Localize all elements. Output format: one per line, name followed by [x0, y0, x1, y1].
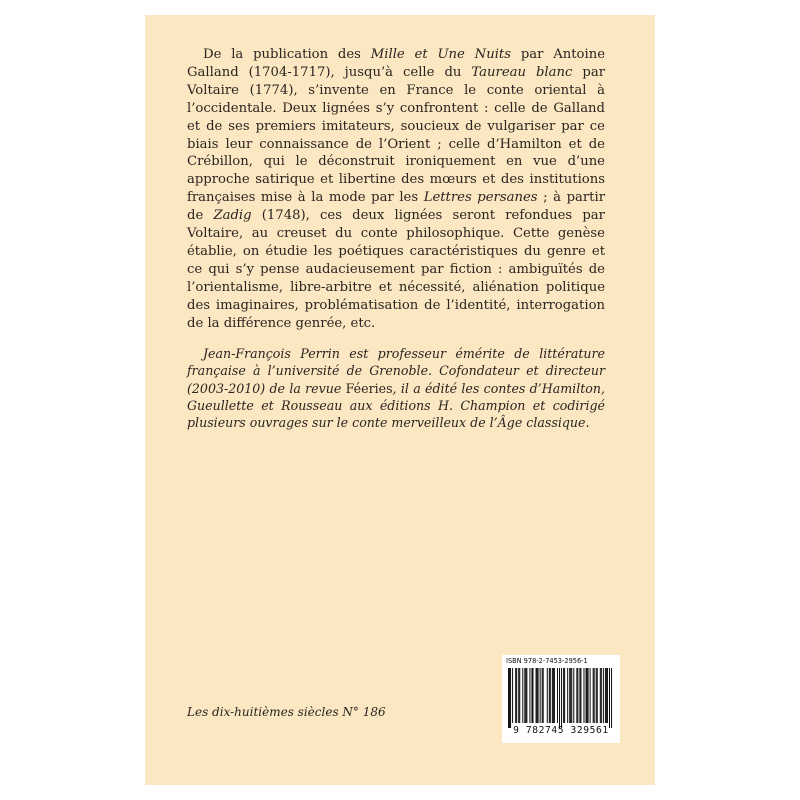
isbn-barcode	[502, 655, 620, 743]
barcode-bar	[597, 668, 598, 723]
blurb-segment: par Voltaire (1774), s’invente en France le conte oriental à l’occidentale. Deux lignées s’y confrontent : celle de Galland et de ses premiers imitateurs, soucieux de vulgariser par ce biais leur connaissance de l’Orient ; celle d’Hamilton et de Crébillon, qui le déconstruit ironiquement en vue d’une approche satirique et libertine des mœurs et des institutions françaises mise à la mode par les	[187, 64, 605, 206]
barcode-bar	[563, 668, 564, 723]
barcode-bar	[519, 668, 520, 723]
barcode-bar	[611, 668, 612, 728]
barcode-bar	[580, 668, 581, 723]
barcode-bar	[526, 668, 527, 723]
barcode-bar	[590, 668, 591, 723]
barcode-bar	[571, 668, 572, 723]
barcode-bar	[594, 668, 595, 723]
barcode-bar	[529, 668, 530, 723]
barcode-bar	[553, 668, 554, 723]
barcode-bar	[538, 668, 539, 723]
barcode-bar	[508, 668, 509, 728]
barcode-bar	[596, 668, 597, 723]
author-bio-segment: Jean-François Perrin est professeur émérite de littérature française à l’université de Grenoble. Cofondateur et directeur (2003-2010) de la revue	[187, 346, 605, 396]
barcode-bar	[576, 668, 577, 723]
blurb-segment: par Antoine Galland (1704-1717), jusqu’à celle du	[187, 47, 606, 80]
barcode-bar	[567, 668, 568, 723]
barcode-bar	[550, 668, 551, 723]
barcode-bar	[515, 668, 516, 723]
barcode-bar	[600, 668, 601, 723]
barcode-bar	[554, 668, 555, 723]
isbn-number: ISBN 978-2-7453-2956-1	[506, 657, 588, 665]
ean-digits: 9 782745 329561	[513, 725, 609, 736]
barcode-bar	[603, 668, 604, 723]
journal-title-feeries: Féeries	[345, 380, 393, 396]
barcode-bar	[573, 668, 574, 723]
barcode-bar	[583, 668, 584, 723]
barcode-bar	[607, 668, 608, 723]
book-back-cover	[145, 15, 655, 785]
author-bio-segment: , il a édité les contes d’Hamilton, Gueullette et Rousseau aux éditions H. Champion et codirigé plusieurs ouvrages sur le conte merveilleux de l’Âge classique.	[187, 380, 605, 431]
blurb-text	[187, 46, 605, 333]
barcode-bar	[522, 668, 523, 723]
author-bio	[187, 345, 605, 431]
barcode-bar	[564, 668, 565, 723]
barcode-bar	[516, 668, 517, 723]
barcode-bar	[532, 668, 533, 723]
barcode-bar	[524, 668, 525, 723]
series-label: Les dix-huitièmes siècles N° 186	[187, 705, 386, 719]
blurb-segment: ; à partir de	[187, 190, 605, 224]
book-title-zadig: Zadig	[213, 208, 252, 224]
barcode-bar	[525, 668, 526, 723]
blurb-segment: (1748), ces deux lignées seront refondues par Voltaire, au creuset du conte philosophique. Cette genèse établie, on étudie les poétiques caractéristiques du genre et ce qui s’y pense audacieusement par fiction : ambiguïtés de l’orientalisme, libre-arbitre et nécessité, aliénation politique des imaginaires, problématisation de l’identité, interrogation de la différence genrée, etc.	[187, 208, 605, 331]
barcode-bar	[605, 668, 606, 723]
barcode-bar	[593, 668, 594, 723]
barcode-bars	[508, 668, 614, 728]
barcode-bar	[552, 668, 553, 723]
barcode-bar	[561, 668, 562, 728]
barcode-bar	[569, 668, 570, 723]
barcode-bar	[518, 668, 519, 723]
book-title-lettres-persanes: Lettres persanes	[423, 190, 538, 206]
barcode-bar	[510, 668, 511, 728]
barcode-bar	[559, 668, 560, 728]
blurb-segment: De la publication des	[203, 47, 371, 62]
barcode-bar	[601, 668, 602, 723]
barcode-bar	[579, 668, 580, 723]
barcode-bar	[536, 668, 537, 723]
barcode-bar	[549, 668, 550, 723]
barcode-bar	[557, 668, 558, 723]
barcode-bar	[609, 668, 610, 728]
barcode-bar	[531, 668, 532, 723]
book-title-mille-et-une-nuits: Mille et Une Nuits	[370, 47, 511, 62]
barcode-bar	[509, 668, 510, 728]
barcode-bar	[537, 668, 538, 723]
book-title-taureau-blanc: Taureau blanc	[471, 64, 573, 80]
barcode-bar	[542, 668, 543, 723]
author-bio-paragraph	[187, 345, 605, 431]
barcode-bar	[606, 668, 607, 723]
blurb-paragraph	[187, 46, 605, 333]
barcode-bar	[577, 668, 578, 723]
barcode-bar	[570, 668, 571, 723]
barcode-bar	[540, 668, 541, 723]
barcode-bar	[512, 668, 513, 723]
barcode-bar	[588, 668, 589, 723]
barcode-bar	[586, 668, 587, 723]
barcode-bar	[547, 668, 548, 723]
barcode-bar	[543, 668, 544, 723]
barcode-bar	[587, 668, 588, 723]
